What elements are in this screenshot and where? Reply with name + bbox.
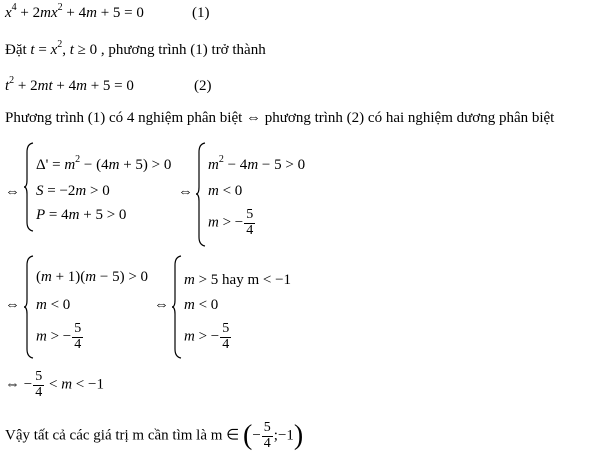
equation-1: $x^4 + 2mx^2 + 4m + 5 = 0$ <box>5 2 144 21</box>
sys2-row-3: m > − $\frac{5}{4}$ <box>208 207 254 238</box>
sys1-row-1: $\Delta' = m^2 - (4m + 5) > 0$ <box>36 154 172 173</box>
condition-sentence: Phương trình (1) có 4 nghiệm phân biệt ⇔ phương trình (2) có hai nghiệm dương phân biệt <box>5 110 555 126</box>
equiv-arrow-1: ⇔ <box>5 184 20 200</box>
sys3-row-3: m > − $\frac{5}{4}$ <box>36 321 82 352</box>
equation-2: $t^2 + 2mt + 4m + 5 = 0$ <box>5 75 134 94</box>
left-brace-3 <box>24 255 34 359</box>
sys4-row-1: m > 5 hay m < −1 <box>184 272 292 288</box>
equation-2-tag: (2) <box>194 78 212 94</box>
left-brace-4 <box>172 255 182 359</box>
equiv-arrow-4: ⇔ <box>154 297 169 313</box>
substitution-line: Đặt $t = x^2$, t ≥ 0 , phương trình (1) trở thành <box>5 39 266 58</box>
sys1-row-3: P = 4m + 5 > 0 <box>36 207 127 223</box>
left-brace-1 <box>24 142 34 232</box>
left-brace-2 <box>196 142 206 247</box>
final-inequality: ⇔ − $\frac{5}{4}$ < m < −1 <box>5 369 104 400</box>
sys1-row-2: S = −2m > 0 <box>36 183 110 199</box>
equiv-arrow-3: ⇔ <box>5 297 20 313</box>
sys2-row-2: m < 0 <box>208 183 243 199</box>
sys2-row-1: $m^2 - 4m - 5 > 0$ <box>208 154 306 173</box>
conclusion: Vậy tất cả các giá trị m cần tìm là m ∈ (− $\frac{5}{4}$ ;−1) <box>5 420 304 452</box>
sys4-row-2: m < 0 <box>184 297 219 313</box>
sys4-row-3: m > − $\frac{5}{4}$ <box>184 321 230 352</box>
sys3-row-1: (m + 1)(m − 5) > 0 <box>36 269 149 285</box>
equation-1-tag: (1) <box>192 5 210 21</box>
sys3-row-2: m < 0 <box>36 297 71 313</box>
equiv-arrow-2: ⇔ <box>178 184 193 200</box>
